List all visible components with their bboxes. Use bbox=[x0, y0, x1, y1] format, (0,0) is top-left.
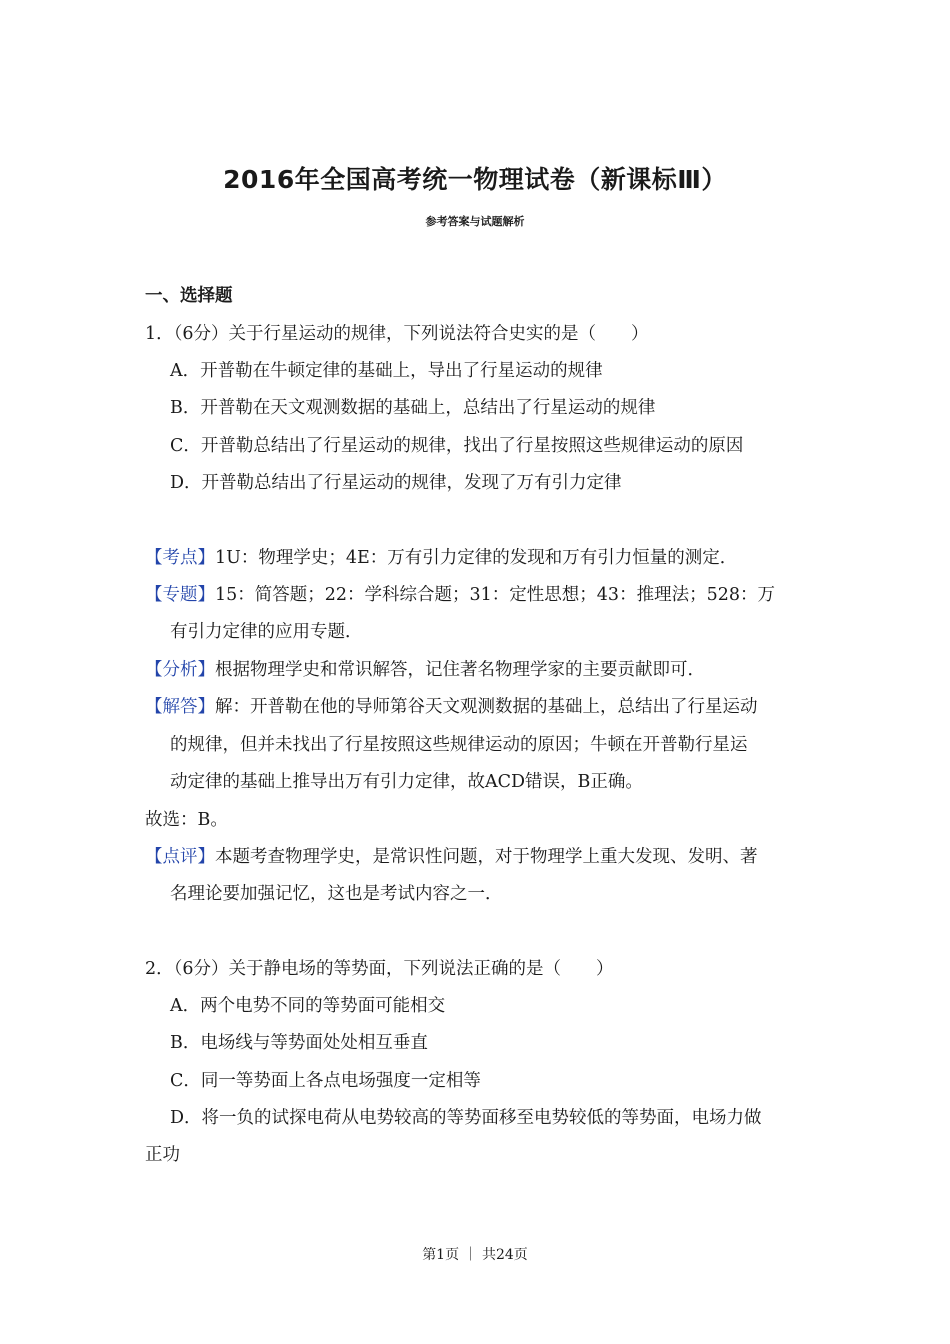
question-1-option-a: A．开普勒在牛顿定律的基础上，导出了行星运动的规律 bbox=[170, 361, 603, 381]
page-subtitle: 参考答案与试题解析 bbox=[425, 215, 525, 228]
question-1-stem: 1．（6分）关于行星运动的规律，下列说法符合史实的是（ ） bbox=[145, 324, 649, 344]
zhuanti-text-2: 有引力定律的应用专题． bbox=[170, 622, 363, 642]
dianping-text-1: 本题考查物理学史，是常识性问题，对于物理学上重大发现、发明、著 bbox=[215, 847, 758, 867]
question-1-option-d: D．开普勒总结出了行星运动的规律，发现了万有引力定律 bbox=[170, 473, 622, 493]
jieda-paragraph bbox=[145, 695, 758, 719]
dianping-tag: 【点评】 bbox=[145, 847, 215, 867]
zhuanti-paragraph bbox=[145, 583, 775, 607]
dianping-paragraph bbox=[145, 845, 758, 869]
page-footer: 第1页 ｜ 共24页 bbox=[422, 1247, 528, 1263]
kaodian-text: 1U：物理学史；4E：万有引力定律的发现和万有引力恒量的测定． bbox=[215, 548, 738, 568]
jieda-text-3: 动定律的基础上推导出万有引力定律，故ACD错误，B正确。 bbox=[170, 772, 643, 792]
question-2-option-c: C．同一等势面上各点电场强度一定相等 bbox=[170, 1071, 481, 1091]
jieda-text-2: 的规律，但并未找出了行星按照这些规律运动的原因；牛顿在开普勒行星运 bbox=[170, 735, 748, 755]
page-title: 2016年全国高考统一物理试卷（新课标Ⅲ） bbox=[223, 165, 727, 194]
kaodian-tag: 【考点】 bbox=[145, 548, 215, 568]
answer-choice: 故选：B。 bbox=[145, 810, 228, 830]
section-heading: 一、选择题 bbox=[145, 286, 233, 306]
jieda-text-1: 解：开普勒在他的导师第谷天文观测数据的基础上，总结出了行星运动 bbox=[215, 697, 758, 717]
fenxi-tag: 【分析】 bbox=[145, 660, 215, 680]
question-2-option-b: B．电场线与等势面处处相互垂直 bbox=[170, 1033, 428, 1053]
question-1-option-b: B．开普勒在天文观测数据的基础上，总结出了行星运动的规律 bbox=[170, 398, 656, 418]
question-2-option-a: A．两个电势不同的等势面可能相交 bbox=[170, 996, 446, 1016]
jieda-tag: 【解答】 bbox=[145, 697, 215, 717]
question-2-option-d: D．将一负的试探电荷从电势较高的等势面移至电势较低的等势面，电场力做 bbox=[170, 1108, 762, 1128]
zhuanti-text-1: 15：简答题；22：学科综合题；31：定性思想；43：推理法；528：万 bbox=[215, 585, 775, 605]
question-1-option-c: C．开普勒总结出了行星运动的规律，找出了行星按照这些规律运动的原因 bbox=[170, 436, 744, 456]
zhuanti-tag: 【专题】 bbox=[145, 585, 215, 605]
kaodian-paragraph bbox=[145, 546, 737, 570]
question-2-stem: 2．（6分）关于静电场的等势面，下列说法正确的是（ ） bbox=[145, 959, 614, 979]
dianping-text-2: 名理论要加强记忆，这也是考试内容之一． bbox=[170, 884, 503, 904]
question-2-option-d-continued: 正功 bbox=[145, 1145, 180, 1165]
fenxi-paragraph bbox=[145, 658, 705, 682]
fenxi-text: 根据物理学史和常识解答，记住著名物理学家的主要贡献即可． bbox=[215, 660, 705, 680]
